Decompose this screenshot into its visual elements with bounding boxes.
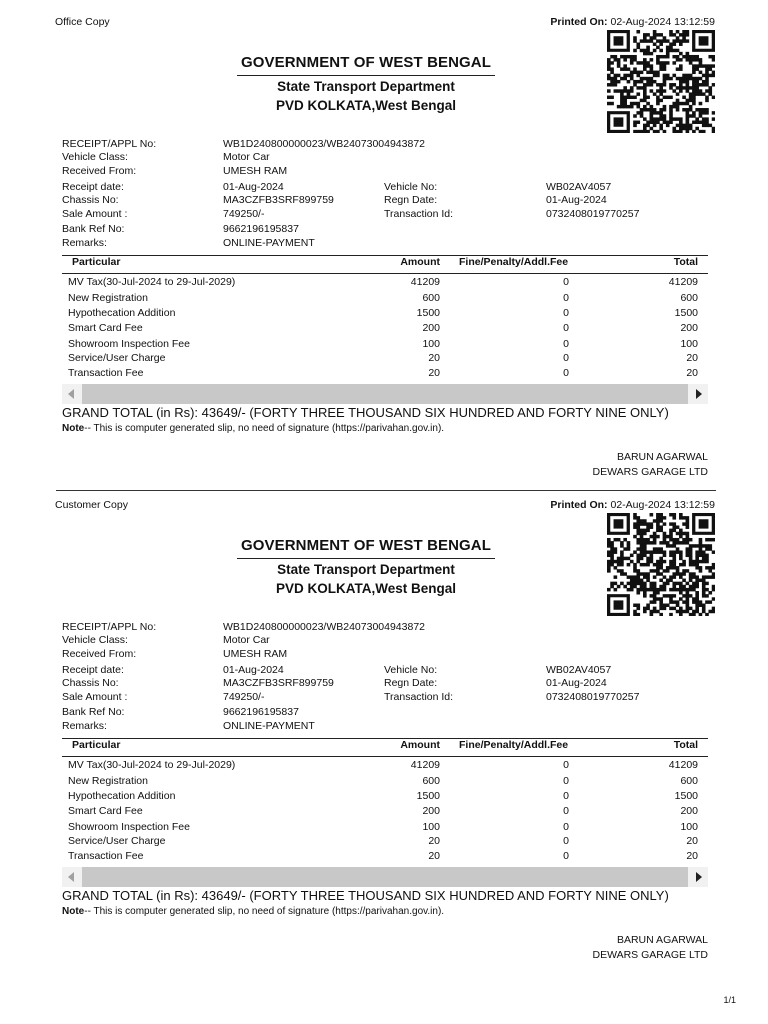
scroll-right-button[interactable] — [688, 867, 708, 887]
received-from-value: UMESH RAM — [223, 165, 288, 177]
regn-date-label: Regn Date: — [384, 677, 438, 689]
header-particular: Particular — [72, 739, 121, 751]
remarks-label: Remarks: — [62, 720, 107, 732]
row-total: 41209 — [668, 276, 698, 288]
receipt-label: RECEIPT/APPL No: — [62, 621, 157, 633]
row-total: 200 — [680, 322, 698, 334]
regn-date-label: Regn Date: — [384, 194, 438, 206]
header-fine: Fine/Penalty/Addl.Fee — [459, 256, 569, 268]
receipt-date-label: Receipt date: — [62, 181, 124, 193]
signatory-org: DEWARS GARAGE LTD — [592, 949, 708, 961]
signatory-name: BARUN AGARWAL — [616, 934, 708, 946]
office-title: PVD KOLKATA,West Bengal — [275, 98, 456, 113]
row-particular: MV Tax(30-Jul-2024 to 29-Jul-2029) — [68, 759, 236, 771]
table-header-border — [62, 756, 708, 757]
row-particular: Service/User Charge — [68, 352, 166, 364]
note-text: -- This is computer generated slip, no need of signature (https://parivahan.gov.in). — [84, 423, 445, 434]
sale-amount-label: Sale Amount : — [62, 208, 128, 220]
scroll-right-button[interactable] — [688, 384, 708, 404]
note-label: Note — [62, 906, 85, 917]
row-total: 100 — [680, 821, 698, 833]
receipt-date-value: 01-Aug-2024 — [223, 181, 284, 193]
office-copy — [0, 0, 768, 483]
printed-on-value: 02-Aug-2024 13:12:59 — [610, 499, 715, 511]
bank-ref-value: 9662196195837 — [223, 223, 299, 235]
row-total: 1500 — [674, 307, 698, 319]
vehicle-class-value: Motor Car — [223, 151, 270, 163]
row-particular: Hypothecation Addition — [68, 790, 176, 802]
row-fine: 0 — [563, 759, 569, 771]
horizontal-scrollbar[interactable] — [62, 384, 708, 404]
header-total: Total — [673, 256, 698, 268]
remarks-value: ONLINE-PAYMENT — [223, 720, 315, 732]
gov-title: GOVERNMENT OF WEST BENGAL — [237, 537, 495, 559]
arrow-right-icon — [696, 389, 702, 399]
row-total: 20 — [686, 367, 698, 379]
row-amount: 20 — [428, 367, 440, 379]
header-amount: Amount — [400, 256, 440, 268]
row-particular: MV Tax(30-Jul-2024 to 29-Jul-2029) — [68, 276, 236, 288]
row-total: 100 — [680, 338, 698, 350]
row-amount: 41209 — [410, 759, 440, 771]
row-fine: 0 — [563, 850, 569, 862]
arrow-right-icon — [696, 872, 702, 882]
copy-label: Customer Copy — [55, 499, 128, 511]
row-amount: 20 — [428, 835, 440, 847]
printed-on-label: Printed On: — [550, 499, 608, 511]
vehicle-no-value: WB02AV4057 — [546, 181, 612, 193]
bank-ref-label: Bank Ref No: — [62, 706, 125, 718]
receipt-date-value: 01-Aug-2024 — [223, 664, 284, 676]
vehicle-no-label: Vehicle No: — [384, 664, 438, 676]
chassis-no-label: Chassis No: — [62, 677, 119, 689]
row-total: 20 — [686, 850, 698, 862]
vehicle-no-label: Vehicle No: — [384, 181, 438, 193]
copy-label: Office Copy — [55, 16, 110, 28]
vehicle-no-value: WB02AV4057 — [546, 664, 612, 676]
office-title: PVD KOLKATA,West Bengal — [275, 581, 456, 596]
row-total: 200 — [680, 805, 698, 817]
row-amount: 200 — [422, 805, 440, 817]
row-fine: 0 — [563, 367, 569, 379]
chassis-no-value: MA3CZFB3SRF899759 — [223, 677, 334, 689]
received-from-label: Received From: — [62, 165, 137, 177]
bank-ref-value: 9662196195837 — [223, 706, 299, 718]
header-fine: Fine/Penalty/Addl.Fee — [459, 739, 569, 751]
row-amount: 100 — [422, 338, 440, 350]
received-from-label: Received From: — [62, 648, 137, 660]
row-particular: Smart Card Fee — [68, 805, 143, 817]
row-fine: 0 — [563, 352, 569, 364]
receipt-value: WB1D240800000023/WB24073004943872 — [223, 138, 425, 150]
row-amount: 600 — [422, 775, 440, 787]
department-title: State Transport Department — [277, 79, 455, 94]
receipt-label: RECEIPT/APPL No: — [62, 138, 157, 150]
sale-amount-label: Sale Amount : — [62, 691, 128, 703]
printed-on — [550, 499, 715, 511]
row-particular: New Registration — [68, 775, 148, 787]
row-total: 600 — [680, 775, 698, 787]
row-fine: 0 — [563, 805, 569, 817]
department-title: State Transport Department — [277, 562, 455, 577]
row-amount: 100 — [422, 821, 440, 833]
sale-amount-value: 749250/- — [223, 208, 265, 220]
customer-copy — [0, 483, 768, 966]
row-total: 600 — [680, 292, 698, 304]
transaction-id-label: Transaction Id: — [384, 208, 454, 220]
row-fine: 0 — [563, 292, 569, 304]
chassis-no-label: Chassis No: — [62, 194, 119, 206]
grand-total: GRAND TOTAL (in Rs): 43649/- (FORTY THREE THOUSAND SIX HUNDRED AND FORTY NINE ONLY) — [62, 405, 669, 420]
row-particular: Service/User Charge — [68, 835, 166, 847]
arrow-left-icon — [68, 872, 74, 882]
signatory-org: DEWARS GARAGE LTD — [592, 466, 708, 478]
regn-date-value: 01-Aug-2024 — [546, 194, 607, 206]
printed-on — [550, 16, 715, 28]
row-fine: 0 — [563, 338, 569, 350]
remarks-label: Remarks: — [62, 237, 107, 249]
row-amount: 200 — [422, 322, 440, 334]
vehicle-class-label: Vehicle Class: — [62, 151, 128, 163]
transaction-id-value: 0732408019770257 — [546, 691, 640, 703]
row-amount: 1500 — [416, 307, 440, 319]
remarks-value: ONLINE-PAYMENT — [223, 237, 315, 249]
header-total: Total — [673, 739, 698, 751]
row-fine: 0 — [563, 775, 569, 787]
row-fine: 0 — [563, 322, 569, 334]
scroll-left-button[interactable] — [62, 384, 82, 404]
row-amount: 20 — [428, 850, 440, 862]
gov-title: GOVERNMENT OF WEST BENGAL — [237, 54, 495, 76]
note — [62, 906, 444, 917]
note — [62, 423, 444, 434]
row-particular: Showroom Inspection Fee — [68, 821, 190, 833]
qr-code — [607, 513, 715, 616]
note-text: -- This is computer generated slip, no need of signature (https://parivahan.gov.in). — [84, 906, 445, 917]
qr-code — [607, 30, 715, 133]
note-label: Note — [62, 423, 85, 434]
row-particular: Hypothecation Addition — [68, 307, 176, 319]
arrow-left-icon — [68, 389, 74, 399]
header-particular: Particular — [72, 256, 121, 268]
signatory-name: BARUN AGARWAL — [616, 451, 708, 463]
row-fine: 0 — [563, 821, 569, 833]
horizontal-scrollbar[interactable] — [62, 867, 708, 887]
row-fine: 0 — [563, 790, 569, 802]
row-particular: Transaction Fee — [68, 850, 144, 862]
receipt-date-label: Receipt date: — [62, 664, 124, 676]
regn-date-value: 01-Aug-2024 — [546, 677, 607, 689]
row-total: 1500 — [674, 790, 698, 802]
row-particular: Transaction Fee — [68, 367, 144, 379]
row-particular: Smart Card Fee — [68, 322, 143, 334]
received-from-value: UMESH RAM — [223, 648, 288, 660]
row-total: 20 — [686, 352, 698, 364]
bank-ref-label: Bank Ref No: — [62, 223, 125, 235]
transaction-id-value: 0732408019770257 — [546, 208, 640, 220]
row-total: 41209 — [668, 759, 698, 771]
row-amount: 20 — [428, 352, 440, 364]
row-total: 20 — [686, 835, 698, 847]
transaction-id-label: Transaction Id: — [384, 691, 454, 703]
row-amount: 41209 — [410, 276, 440, 288]
page-number: 1/1 — [723, 995, 736, 1005]
vehicle-class-label: Vehicle Class: — [62, 634, 128, 646]
scroll-left-button[interactable] — [62, 867, 82, 887]
row-amount: 600 — [422, 292, 440, 304]
grand-total: GRAND TOTAL (in Rs): 43649/- (FORTY THREE THOUSAND SIX HUNDRED AND FORTY NINE ONLY) — [62, 888, 669, 903]
receipt-value: WB1D240800000023/WB24073004943872 — [223, 621, 425, 633]
row-amount: 1500 — [416, 790, 440, 802]
printed-on-value: 02-Aug-2024 13:12:59 — [610, 16, 715, 28]
table-header-border — [62, 273, 708, 274]
row-fine: 0 — [563, 835, 569, 847]
vehicle-class-value: Motor Car — [223, 634, 270, 646]
row-fine: 0 — [563, 276, 569, 288]
header-amount: Amount — [400, 739, 440, 751]
sale-amount-value: 749250/- — [223, 691, 265, 703]
chassis-no-value: MA3CZFB3SRF899759 — [223, 194, 334, 206]
row-particular: Showroom Inspection Fee — [68, 338, 190, 350]
row-particular: New Registration — [68, 292, 148, 304]
row-fine: 0 — [563, 307, 569, 319]
printed-on-label: Printed On: — [550, 16, 608, 28]
